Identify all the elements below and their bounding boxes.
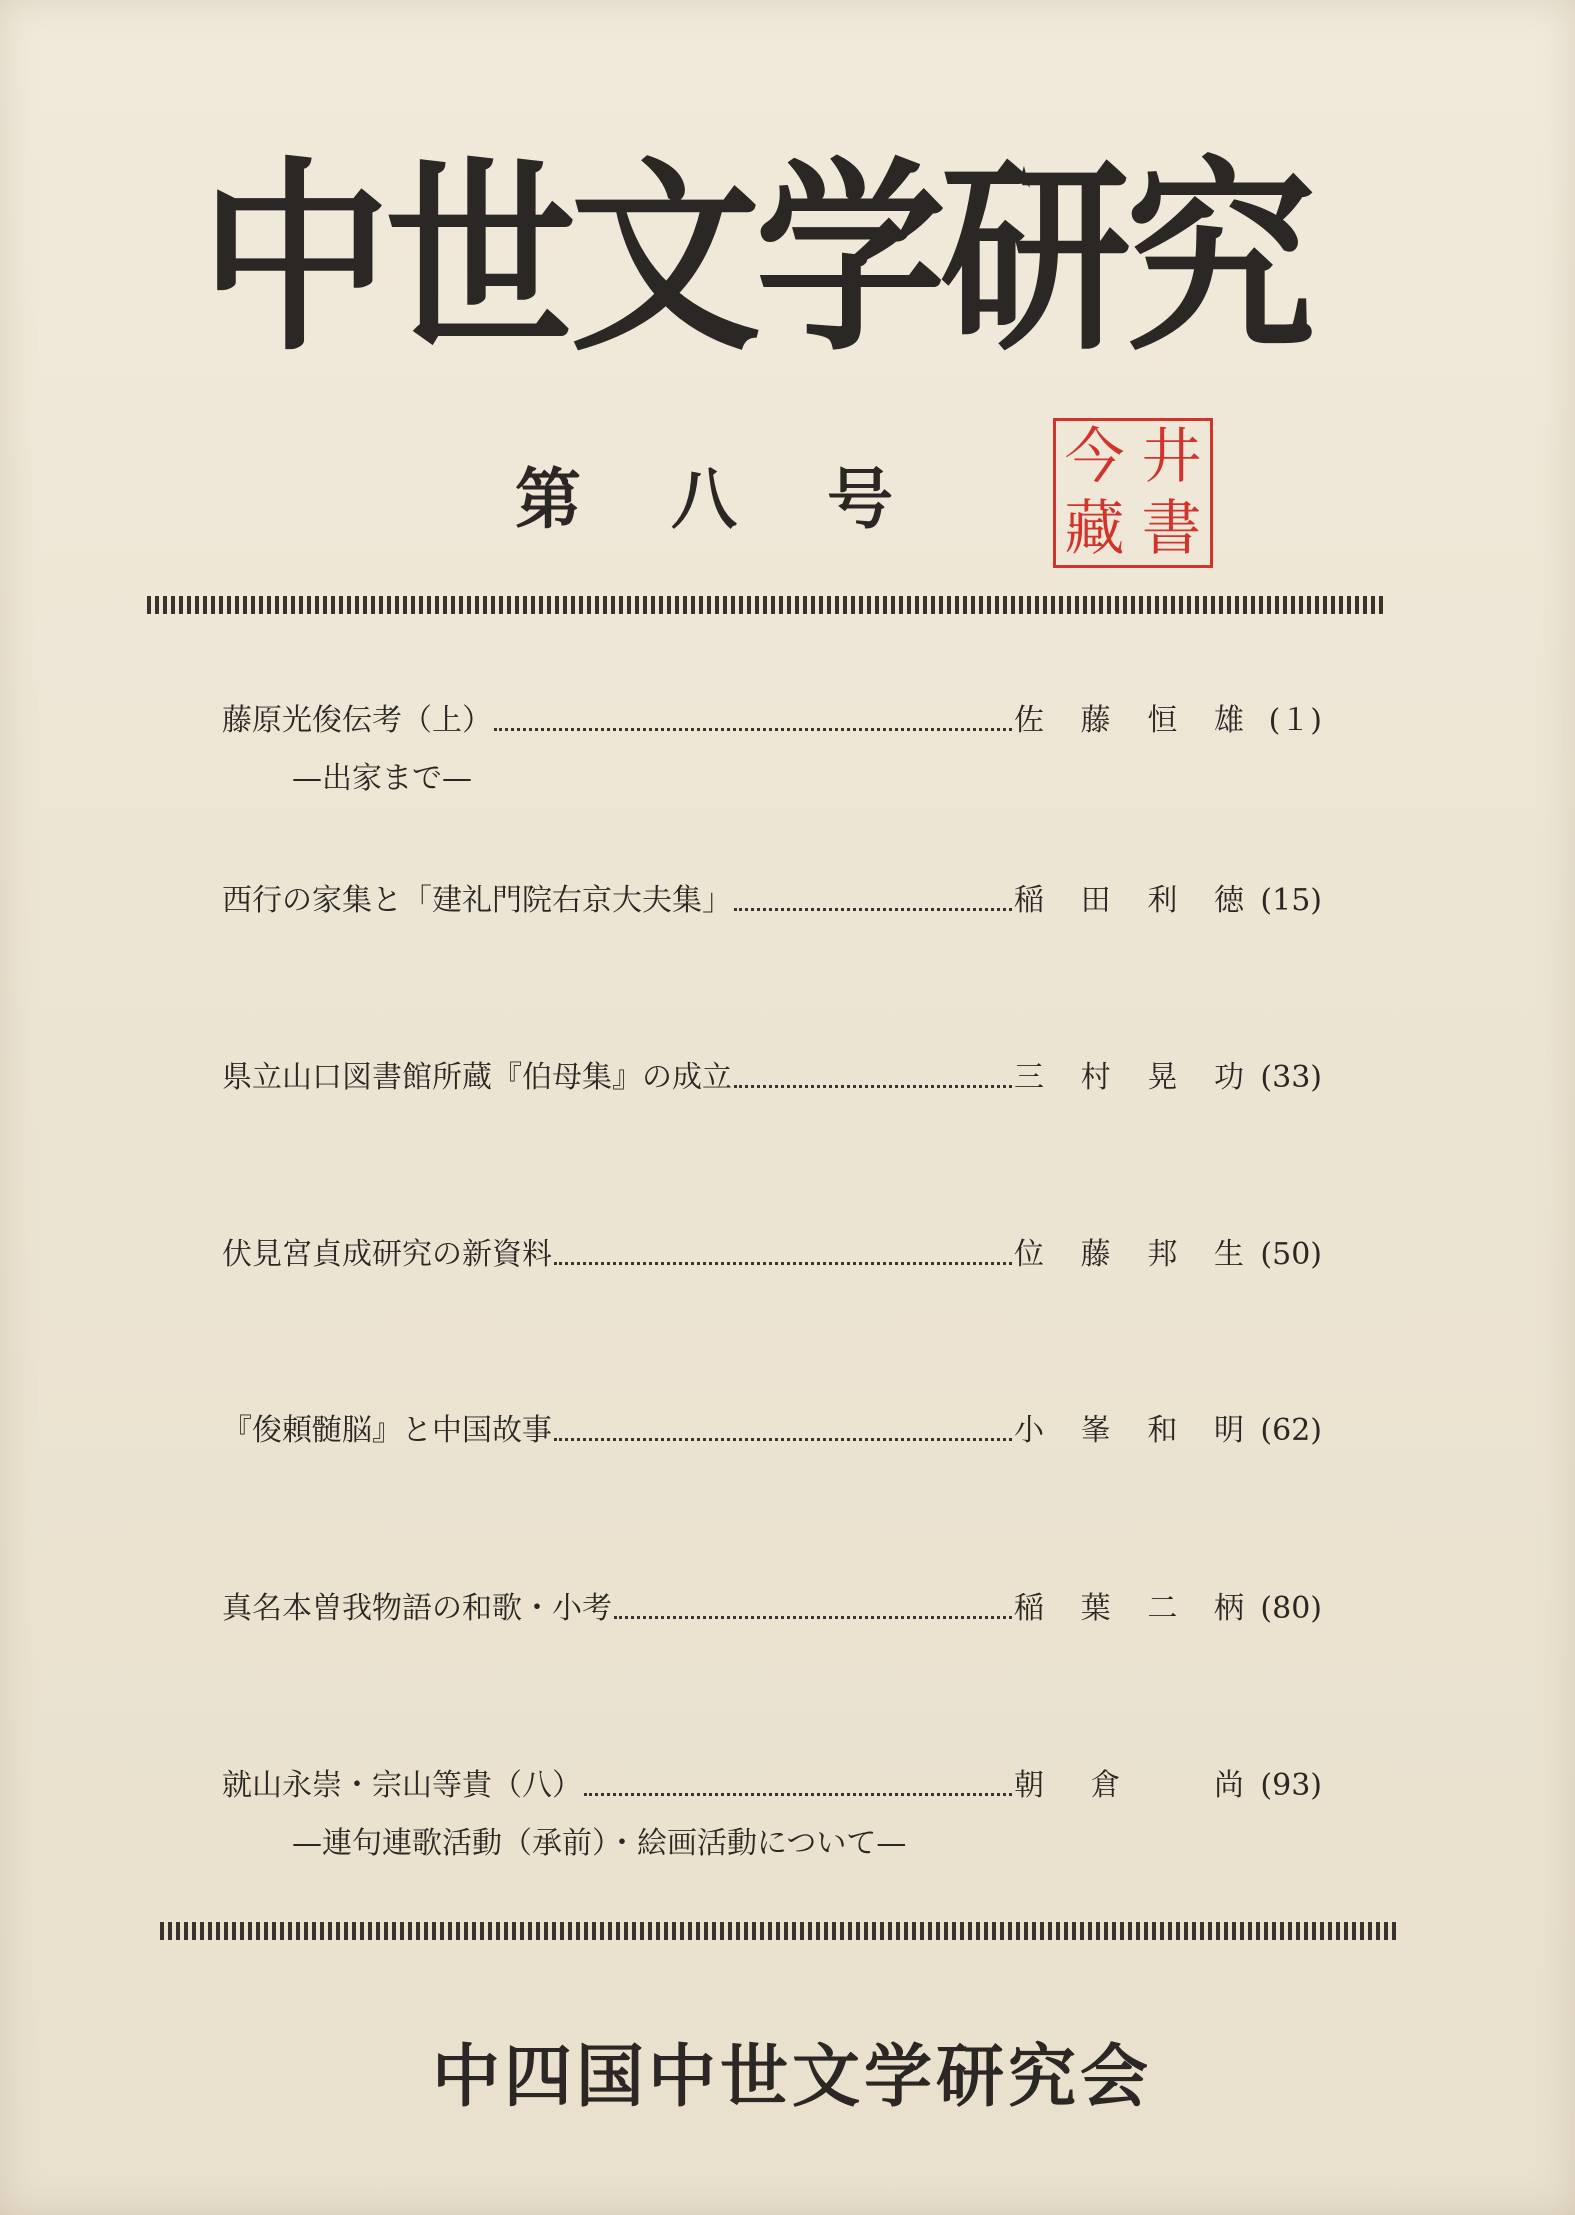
toc-entry — [222, 1057, 1322, 1099]
toc-page: (80) — [1260, 1591, 1322, 1626]
toc-author: 小 峯 和 明 — [1014, 1413, 1244, 1448]
toc-entry — [222, 1588, 1322, 1630]
toc-page: (93) — [1260, 1768, 1322, 1803]
journal-title: 中世文学研究 — [200, 141, 1311, 379]
toc-page: (33) — [1260, 1060, 1322, 1095]
toc-page: (62) — [1260, 1413, 1322, 1448]
toc-leader — [734, 907, 1012, 911]
ownership-seal — [1053, 418, 1213, 568]
toc-entry — [222, 1234, 1322, 1276]
toc-entry — [222, 1410, 1322, 1452]
seal-char: 井 — [1141, 422, 1202, 492]
toc-title: 伏見宮貞成研究の新資料 — [222, 1237, 552, 1272]
toc-leader — [554, 1437, 1012, 1441]
toc-page: (50) — [1260, 1237, 1322, 1272]
toc-subtitle: —出家まで— — [292, 761, 472, 796]
seal-char: 今 — [1064, 422, 1125, 492]
toc-author: 稲 田 利 徳 — [1014, 883, 1244, 918]
toc-page: (１) — [1268, 703, 1322, 738]
toc-title: 西行の家集と「建礼門院右京大夫集」 — [222, 883, 732, 918]
toc-author: 三 村 晃 功 — [1014, 1060, 1244, 1095]
toc-author: 稲 葉 二 柄 — [1014, 1591, 1244, 1626]
toc-title: 真名本曽我物語の和歌・小考 — [222, 1591, 612, 1626]
seal-char: 書 — [1141, 494, 1202, 564]
toc-title: 藤原光俊伝考（上） — [222, 703, 492, 738]
toc-author: 佐 藤 恒 雄 — [1014, 703, 1244, 738]
toc-leader — [554, 1261, 1012, 1265]
toc-subtitle: —連句連歌活動（承前）・絵画活動について— — [292, 1826, 907, 1861]
toc-title: 県立山口図書館所蔵『伯母集』の成立 — [222, 1060, 732, 1095]
issue-number: 第八号 — [515, 461, 983, 538]
toc-page: (15) — [1260, 883, 1322, 918]
toc-entry — [222, 880, 1322, 922]
toc-title: 『俊頼髄脳』と中国故事 — [222, 1413, 552, 1448]
toc-leader — [584, 1792, 1012, 1796]
toc-leader — [614, 1615, 1012, 1619]
toc-author: 朝 倉 尚 — [1014, 1768, 1244, 1803]
publisher-name: 中四国中世文学研究会 — [432, 2038, 1153, 2117]
toc-title: 就山永崇・宗山等貴（八） — [222, 1768, 582, 1803]
toc-entry — [222, 1765, 1322, 1865]
toc-entry — [222, 700, 1322, 800]
toc-leader — [494, 727, 1012, 731]
seal-char: 藏 — [1064, 494, 1125, 564]
top-divider — [147, 596, 1385, 614]
toc-author: 位 藤 邦 生 — [1014, 1237, 1244, 1272]
bottom-divider — [160, 1922, 1397, 1940]
toc-leader — [734, 1084, 1012, 1088]
